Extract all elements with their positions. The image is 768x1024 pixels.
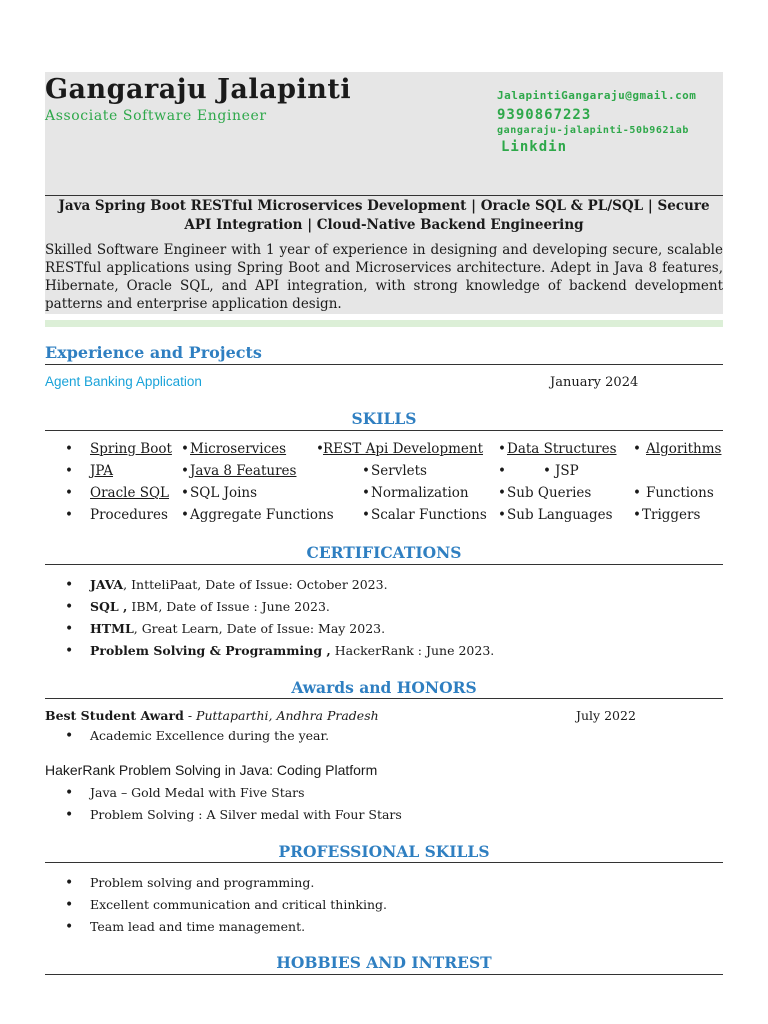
tagline: Java Spring Boot RESTful Microservices Development | Oracle SQL & PL/SQL | Secure API Integration | Cloud-Native Backend Engineering	[58, 198, 710, 233]
award-title: HakerRank Problem Solving in Java: Coding Platform	[45, 762, 378, 778]
list-item: • Problem Solving & Programming , HackerRank : June 2023.	[45, 640, 723, 662]
summary-text: Skilled Software Engineer with 1 year of experience in designing and developing secure, scalable RESTful applications using Spring Boot and Microservices architecture. Adept in Java 8 features, Hibernate, Oracle SQL, and API integration, with strong knowledge of backend development patterns and enterprise application design.	[45, 242, 723, 312]
award-entry: Best Student Award - Puttaparthi, Andhra Pradesh	[45, 708, 379, 723]
linkedin-id: gangaraju-jalapinti-50b9621ab	[497, 125, 689, 136]
skill-item: SQL Joins	[190, 485, 258, 501]
project-title: Agent Banking Application	[45, 374, 202, 389]
skill-item: Procedures	[90, 507, 168, 523]
list-item: • Team lead and time management.	[45, 916, 723, 938]
skills-row: • Oracle SQL • SQL Joins • Normalization • Sub Queries • Functions	[65, 485, 714, 501]
skill-item: Sub Languages	[507, 507, 613, 523]
email-link[interactable]: JalapintiGangaraju@gmail.com	[497, 89, 697, 102]
professional-skills-list	[45, 872, 723, 938]
divider	[45, 430, 723, 431]
list-item: • Academic Excellence during the year.	[45, 725, 723, 747]
list-item: • SQL , IBM, Date of Issue : June 2023.	[45, 596, 723, 618]
skill-item: Algorithms	[646, 441, 722, 457]
list-item: • Java – Gold Medal with Five Stars	[45, 782, 723, 804]
skill-item: Triggers	[642, 507, 701, 523]
skill-item: Normalization	[371, 485, 469, 501]
candidate-name: Gangaraju Jalapinti	[45, 74, 352, 105]
skills-row: • Procedures • Aggregate Functions • Scalar Functions • Sub Languages • Triggers	[65, 507, 701, 523]
skills-heading: SKILLS	[351, 409, 417, 428]
linkedin-link[interactable]: Linkdin	[501, 139, 568, 155]
divider	[45, 364, 723, 365]
skill-item: Oracle SQL	[90, 485, 170, 501]
hobbies-heading: HOBBIES AND INTREST	[276, 953, 492, 972]
divider	[45, 974, 723, 975]
experience-heading: Experience and Projects	[45, 343, 262, 362]
skill-item: JSP	[555, 463, 579, 479]
project-date: January 2024	[550, 375, 639, 390]
candidate-role: Associate Software Engineer	[45, 108, 267, 124]
certifications-list	[45, 574, 723, 662]
skill-item: Aggregate Functions	[190, 507, 334, 523]
award-list	[45, 782, 723, 826]
award-list	[45, 725, 723, 747]
skill-item: JPA	[90, 463, 114, 479]
summary-block	[45, 195, 723, 314]
skill-item: Data Structures	[507, 441, 617, 457]
skill-item: REST Api Development	[323, 441, 483, 457]
skills-row: • Spring Boot • Microservices • REST Api Development • Data Structures • Algorithms	[65, 441, 722, 457]
divider	[45, 698, 723, 699]
skill-item: Sub Queries	[507, 485, 592, 501]
skill-item: Functions	[646, 485, 714, 501]
list-item: • Excellent communication and critical thinking.	[45, 894, 723, 916]
award-date: July 2022	[576, 708, 636, 723]
certifications-heading: CERTIFICATIONS	[306, 543, 462, 562]
skill-item: Microservices	[190, 441, 287, 457]
professional-skills-heading: PROFESSIONAL SKILLS	[278, 842, 490, 861]
list-item: • HTML, Great Learn, Date of Issue: May 2023.	[45, 618, 723, 640]
divider-bar	[45, 320, 723, 327]
divider	[45, 862, 723, 863]
list-item: • Problem Solving : A Silver medal with Four Stars	[45, 804, 723, 826]
skill-item: Java 8 Features	[190, 463, 297, 479]
header-block	[45, 72, 723, 196]
skill-item: Scalar Functions	[371, 507, 487, 523]
skill-item: Servlets	[371, 463, 427, 479]
skills-row: • JPA • Java 8 Features • Servlets • • JSP	[65, 463, 579, 479]
divider	[45, 564, 723, 565]
list-item: • Problem solving and programming.	[45, 872, 723, 894]
skill-item: Spring Boot	[90, 441, 172, 457]
phone-number: 9390867223	[497, 107, 592, 123]
awards-heading: Awards and HONORS	[291, 678, 477, 697]
list-item: • JAVA, IntteliPaat, Date of Issue: October 2023.	[45, 574, 723, 596]
